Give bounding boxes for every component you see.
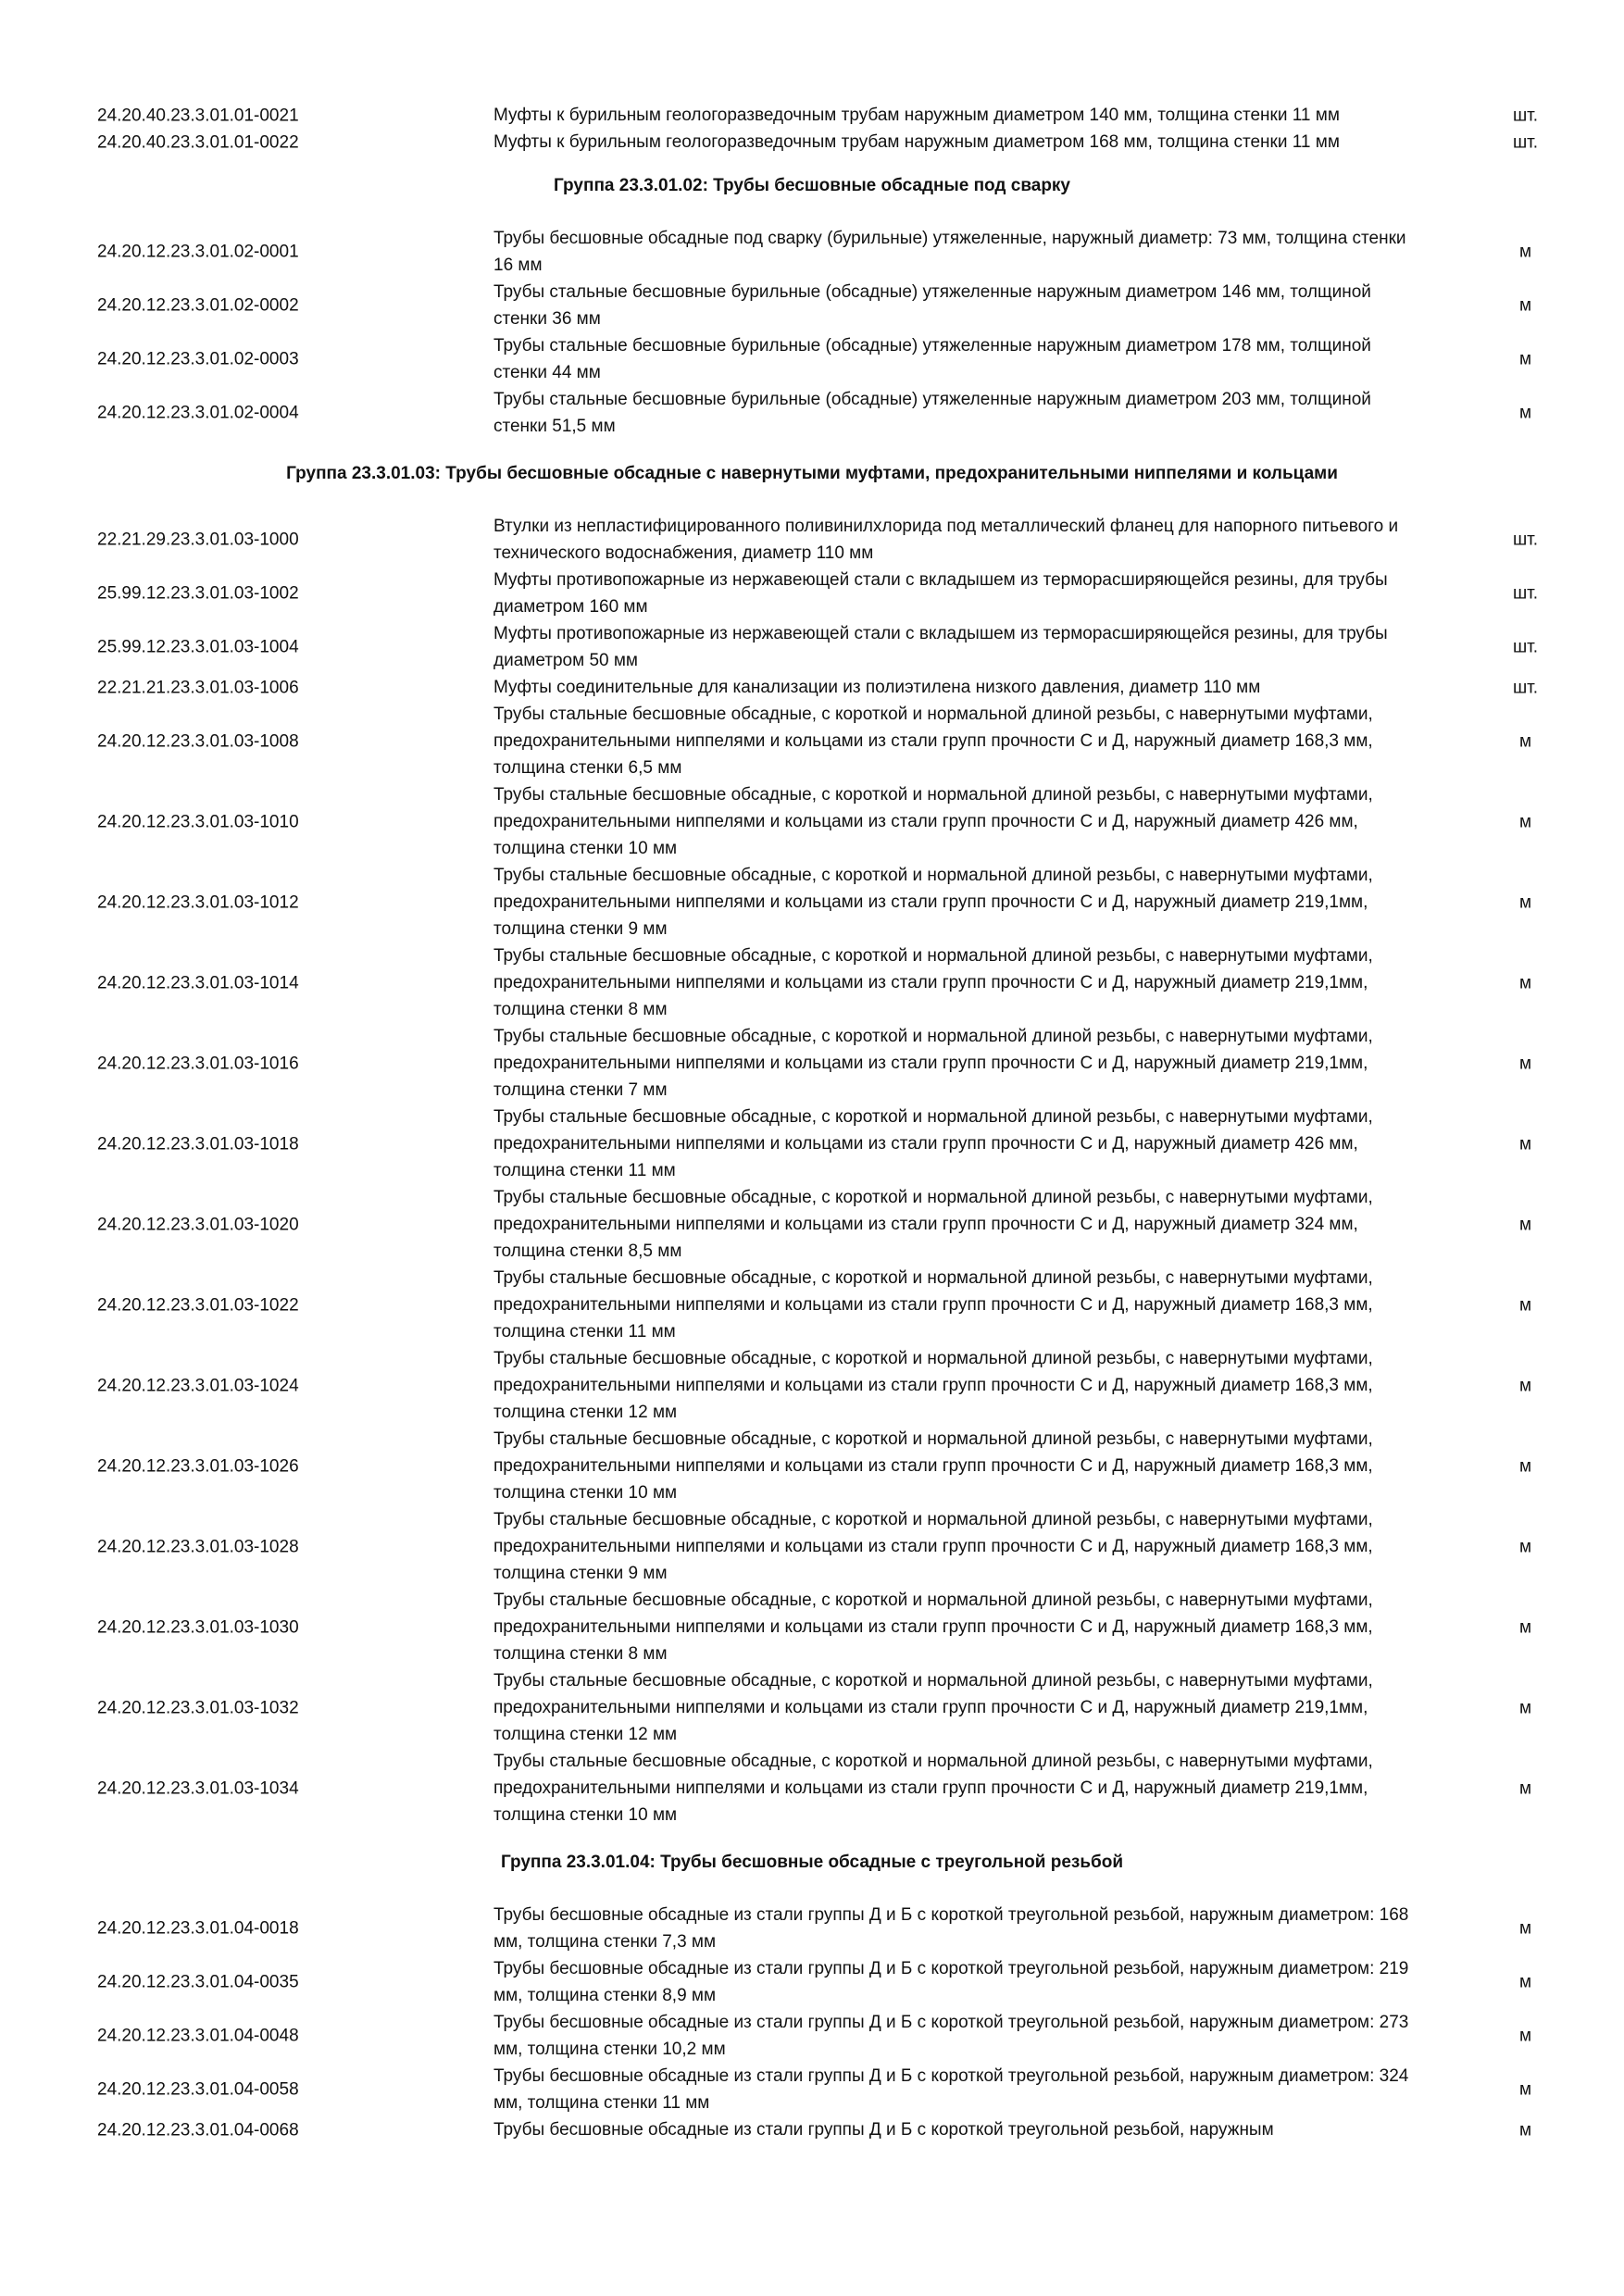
resource-description: Трубы стальные бесшовные обсадные, с короткой и нормальной длиной резьбы, с навернутыми муфтами, предохранительными ниппелями и кольцами из стали групп прочности С и Д, наружный диаметр 219,1мм, толщина стенки 12 мм [493,1671,1373,1744]
table-row [0,942,1624,1023]
resource-description: Трубы стальные бесшовные обсадные, с короткой и нормальной длиной резьбы, с навернутыми муфтами, предохранительными ниппелями и кольцами из стали групп прочности С и Д, наружный диаметр 168,3 мм, толщина стенки 9 мм [493,1510,1373,1583]
unit-of-measure: м [1518,731,1532,751]
table-row [0,1426,1624,1506]
unit-of-measure: м [1518,1617,1532,1637]
resource-description: Трубы бесшовные обсадные из стали группы Д и Б с короткой треугольной резьбой, наружным диаметром: 273 мм, толщина стенки 10,2 мм [493,2013,1409,2059]
unit-of-measure: м [1518,1537,1532,1556]
resource-description: Трубы бесшовные обсадные из стали группы Д и Б с короткой треугольной резьбой, наружным диаметром: 168 мм, толщина стенки 7,3 мм [493,1905,1409,1952]
table-row [0,1748,1624,1828]
group-heading: Группа 23.3.01.04: Трубы бесшовные обсадные с треугольной резьбой [500,1853,1124,1872]
unit-of-measure: м [1518,2079,1532,2100]
resource-description: Трубы бесшовные обсадные под сварку (бурильные) утяжеленные, наружный диаметр: 73 мм, толщина стенки 16 мм [493,229,1406,275]
table-row [0,1506,1624,1587]
resource-code: 24.20.12.23.3.01.04-0035 [97,1972,299,1992]
table-row [0,781,1624,862]
unit-of-measure: м [1518,242,1532,262]
unit-of-measure: шт. [1512,583,1539,604]
table-row [0,1955,1624,2009]
table-row [0,513,1624,567]
resource-description: Трубы бесшовные обсадные из стали группы Д и Б с короткой треугольной резьбой, наружным [493,2120,1274,2140]
unit-of-measure: м [1518,1376,1532,1395]
resource-description: Трубы стальные бесшовные обсадные, с короткой и нормальной длиной резьбы, с навернутыми муфтами, предохранительными ниппелями и кольцами из стали групп прочности С и Д, наружный диаметр 219,1мм, толщина стенки 9 мм [493,866,1373,939]
price-list-document [0,102,1624,2143]
unit-of-measure: м [1518,1698,1532,1717]
resource-description: Трубы стальные бесшовные обсадные, с короткой и нормальной длиной резьбы, с навернутыми муфтами, предохранительными ниппелями и кольцами из стали групп прочности С и Д, наружный диаметр 219,1мм, толщина стенки 10 мм [493,1752,1373,1825]
group-heading: Группа 23.3.01.02: Трубы бесшовные обсадные под сварку [554,176,1070,195]
unit-of-measure: м [1518,973,1532,992]
resource-code: 24.20.12.23.3.01.02-0004 [97,403,299,423]
resource-code: 24.20.40.23.3.01.01-0021 [97,106,299,125]
resource-code: 24.20.12.23.3.01.04-0048 [97,2026,299,2046]
resource-code: 24.20.12.23.3.01.04-0058 [97,2079,299,2100]
unit-of-measure: м [1518,1295,1532,1315]
unit-of-measure: м [1518,1456,1532,1476]
unit-of-measure: м [1518,1215,1532,1234]
resource-code: 22.21.29.23.3.01.03-1000 [97,530,299,550]
table-row [0,1104,1624,1184]
resource-code: 25.99.12.23.3.01.03-1004 [97,637,299,657]
table-row [0,674,1624,701]
resource-description: Муфты к бурильным геологоразведочным трубам наружным диаметром 140 мм, толщина стенки 11 мм [493,106,1340,125]
unit-of-measure: м [1518,892,1532,912]
table-row [0,1023,1624,1104]
unit-of-measure: м [1518,349,1532,369]
resource-description: Трубы бесшовные обсадные из стали группы Д и Б с короткой треугольной резьбой, наружным диаметром: 324 мм, толщина стенки 11 мм [493,2066,1409,2113]
table-row [0,701,1624,781]
resource-description: Трубы стальные бесшовные бурильные (обсадные) утяжеленные наружным диаметром 178 мм, толщиной стенки 44 мм [493,336,1371,382]
unit-of-measure: м [1518,295,1532,316]
resource-code: 24.20.12.23.3.01.03-1028 [97,1537,299,1556]
table-row [0,1345,1624,1426]
unit-of-measure: м [1518,2026,1532,2046]
unit-of-measure: шт. [1512,530,1539,550]
table-row [0,1587,1624,1667]
resource-code: 24.20.12.23.3.01.03-1030 [97,1617,299,1637]
resource-description: Муфты соединительные для канализации из полиэтилена низкого давления, диаметр 110 мм [493,678,1261,697]
resource-description: Трубы стальные бесшовные бурильные (обсадные) утяжеленные наружным диаметром 146 мм, толщиной стенки 36 мм [493,282,1371,329]
resource-description: Трубы стальные бесшовные обсадные, с короткой и нормальной длиной резьбы, с навернутыми муфтами, предохранительными ниппелями и кольцами из стали групп прочности С и Д, наружный диаметр 324 мм, толщина стенки 8,5 мм [493,1188,1373,1261]
table-row [0,225,1624,279]
resource-code: 24.20.12.23.3.01.03-1016 [97,1054,299,1073]
resource-code: 24.20.12.23.3.01.03-1010 [97,812,299,831]
resource-code: 24.20.12.23.3.01.02-0002 [97,295,299,316]
table-row [0,2116,1624,2143]
resource-description: Муфты противопожарные из нержавеющей стали с вкладышем из терморасширяющейся резины, для трубы диаметром 50 мм [493,624,1388,670]
unit-of-measure: шт. [1512,637,1539,657]
resource-code: 24.20.12.23.3.01.03-1014 [97,973,299,992]
resource-description: Трубы бесшовные обсадные из стали группы Д и Б с короткой треугольной резьбой, наружным диаметром: 219 мм, толщина стенки 8,9 мм [493,1959,1409,2005]
resource-description: Трубы стальные бесшовные обсадные, с короткой и нормальной длиной резьбы, с навернутыми муфтами, предохранительными ниппелями и кольцами из стали групп прочности С и Д, наружный диаметр 168,3 мм, толщина стенки 11 мм [493,1268,1373,1341]
resource-description: Трубы стальные бесшовные обсадные, с короткой и нормальной длиной резьбы, с навернутыми муфтами, предохранительными ниппелями и кольцами из стали групп прочности С и Д, наружный диаметр 219,1мм, толщина стенки 8 мм [493,946,1373,1019]
unit-of-measure: м [1518,403,1532,423]
resource-code: 24.20.12.23.3.01.03-1034 [97,1778,299,1798]
resource-code: 24.20.12.23.3.01.03-1022 [97,1295,299,1315]
table-row [0,1667,1624,1748]
table-row [0,279,1624,332]
table-row [0,386,1624,440]
resource-code: 22.21.21.23.3.01.03-1006 [97,678,299,697]
resource-description: Трубы стальные бесшовные обсадные, с короткой и нормальной длиной резьбы, с навернутыми муфтами, предохранительными ниппелями и кольцами из стали групп прочности С и Д, наружный диаметр 168,3 мм, толщина стенки 6,5 мм [493,705,1373,778]
resource-code: 24.20.12.23.3.01.03-1032 [97,1698,299,1717]
table-row [0,567,1624,620]
resource-code: 24.20.12.23.3.01.03-1012 [97,892,299,912]
table-row [0,2063,1624,2116]
unit-of-measure: шт. [1512,678,1539,697]
resource-description: Муфты к бурильным геологоразведочным трубам наружным диаметром 168 мм, толщина стенки 11 мм [493,132,1340,152]
resource-code: 24.20.12.23.3.01.04-0068 [97,2120,299,2140]
resource-description: Трубы стальные бесшовные обсадные, с короткой и нормальной длиной резьбы, с навернутыми муфтами, предохранительными ниппелями и кольцами из стали групп прочности С и Д, наружный диаметр 168,3 мм, толщина стенки 8 мм [493,1591,1373,1664]
resource-description: Трубы стальные бесшовные обсадные, с короткой и нормальной длиной резьбы, с навернутыми муфтами, предохранительными ниппелями и кольцами из стали групп прочности С и Д, наружный диаметр 168,3 мм, толщина стенки 10 мм [493,1429,1373,1503]
resource-code: 24.20.12.23.3.01.03-1026 [97,1456,299,1476]
unit-of-measure: шт. [1512,106,1539,125]
unit-of-measure: м [1518,812,1532,831]
resource-code: 24.20.40.23.3.01.01-0022 [97,132,299,152]
resource-code: 25.99.12.23.3.01.03-1002 [97,583,299,604]
unit-of-measure: м [1518,1918,1532,1939]
resource-code: 24.20.12.23.3.01.04-0018 [97,1918,299,1939]
unit-of-measure: м [1518,1972,1532,1992]
resource-description: Трубы стальные бесшовные обсадные, с короткой и нормальной длиной резьбы, с навернутыми муфтами, предохранительными ниппелями и кольцами из стали групп прочности С и Д, наружный диаметр 219,1мм, толщина стенки 7 мм [493,1027,1373,1100]
resource-description: Муфты противопожарные из нержавеющей стали с вкладышем из терморасширяющейся резины, для трубы диаметром 160 мм [493,570,1388,617]
table-row [0,1184,1624,1265]
table-row [0,332,1624,386]
unit-of-measure: шт. [1512,132,1539,152]
resource-description: Трубы стальные бесшовные обсадные, с короткой и нормальной длиной резьбы, с навернутыми муфтами, предохранительными ниппелями и кольцами из стали групп прочности С и Д, наружный диаметр 426 мм, толщина стенки 10 мм [493,785,1373,858]
table-row [0,1265,1624,1345]
table-row [0,620,1624,674]
resource-code: 24.20.12.23.3.01.03-1024 [97,1376,299,1395]
table-row [0,2009,1624,2063]
unit-of-measure: м [1518,1054,1532,1073]
resource-description: Втулки из непластифицированного поливинилхлорида под металлический фланец для напорного питьевого и технического водоснабжения, диаметр 110 мм [493,517,1399,563]
resource-code: 24.20.12.23.3.01.03-1018 [97,1134,299,1154]
resource-code: 24.20.12.23.3.01.03-1008 [97,731,299,751]
resource-code: 24.20.12.23.3.01.02-0003 [97,349,299,369]
resource-code: 24.20.12.23.3.01.03-1020 [97,1215,299,1234]
resource-description: Трубы стальные бесшовные обсадные, с короткой и нормальной длиной резьбы, с навернутыми муфтами, предохранительными ниппелями и кольцами из стали групп прочности С и Д, наружный диаметр 168,3 мм, толщина стенки 12 мм [493,1349,1373,1422]
table-row [0,1902,1624,1955]
unit-of-measure: м [1518,1134,1532,1154]
table-row [0,129,1624,156]
unit-of-measure: м [1518,1778,1532,1798]
table-row [0,862,1624,942]
resource-code: 24.20.12.23.3.01.02-0001 [97,242,299,262]
table-row [0,102,1624,129]
group-heading: Группа 23.3.01.03: Трубы бесшовные обсадные с навернутыми муфтами, предохранительными ниппелями и кольцами [286,464,1338,483]
resource-description: Трубы стальные бесшовные обсадные, с короткой и нормальной длиной резьбы, с навернутыми муфтами, предохранительными ниппелями и кольцами из стали групп прочности С и Д, наружный диаметр 426 мм, толщина стенки 11 мм [493,1107,1373,1180]
unit-of-measure: м [1518,2120,1532,2140]
resource-description: Трубы стальные бесшовные бурильные (обсадные) утяжеленные наружным диаметром 203 мм, толщиной стенки 51,5 мм [493,390,1371,436]
